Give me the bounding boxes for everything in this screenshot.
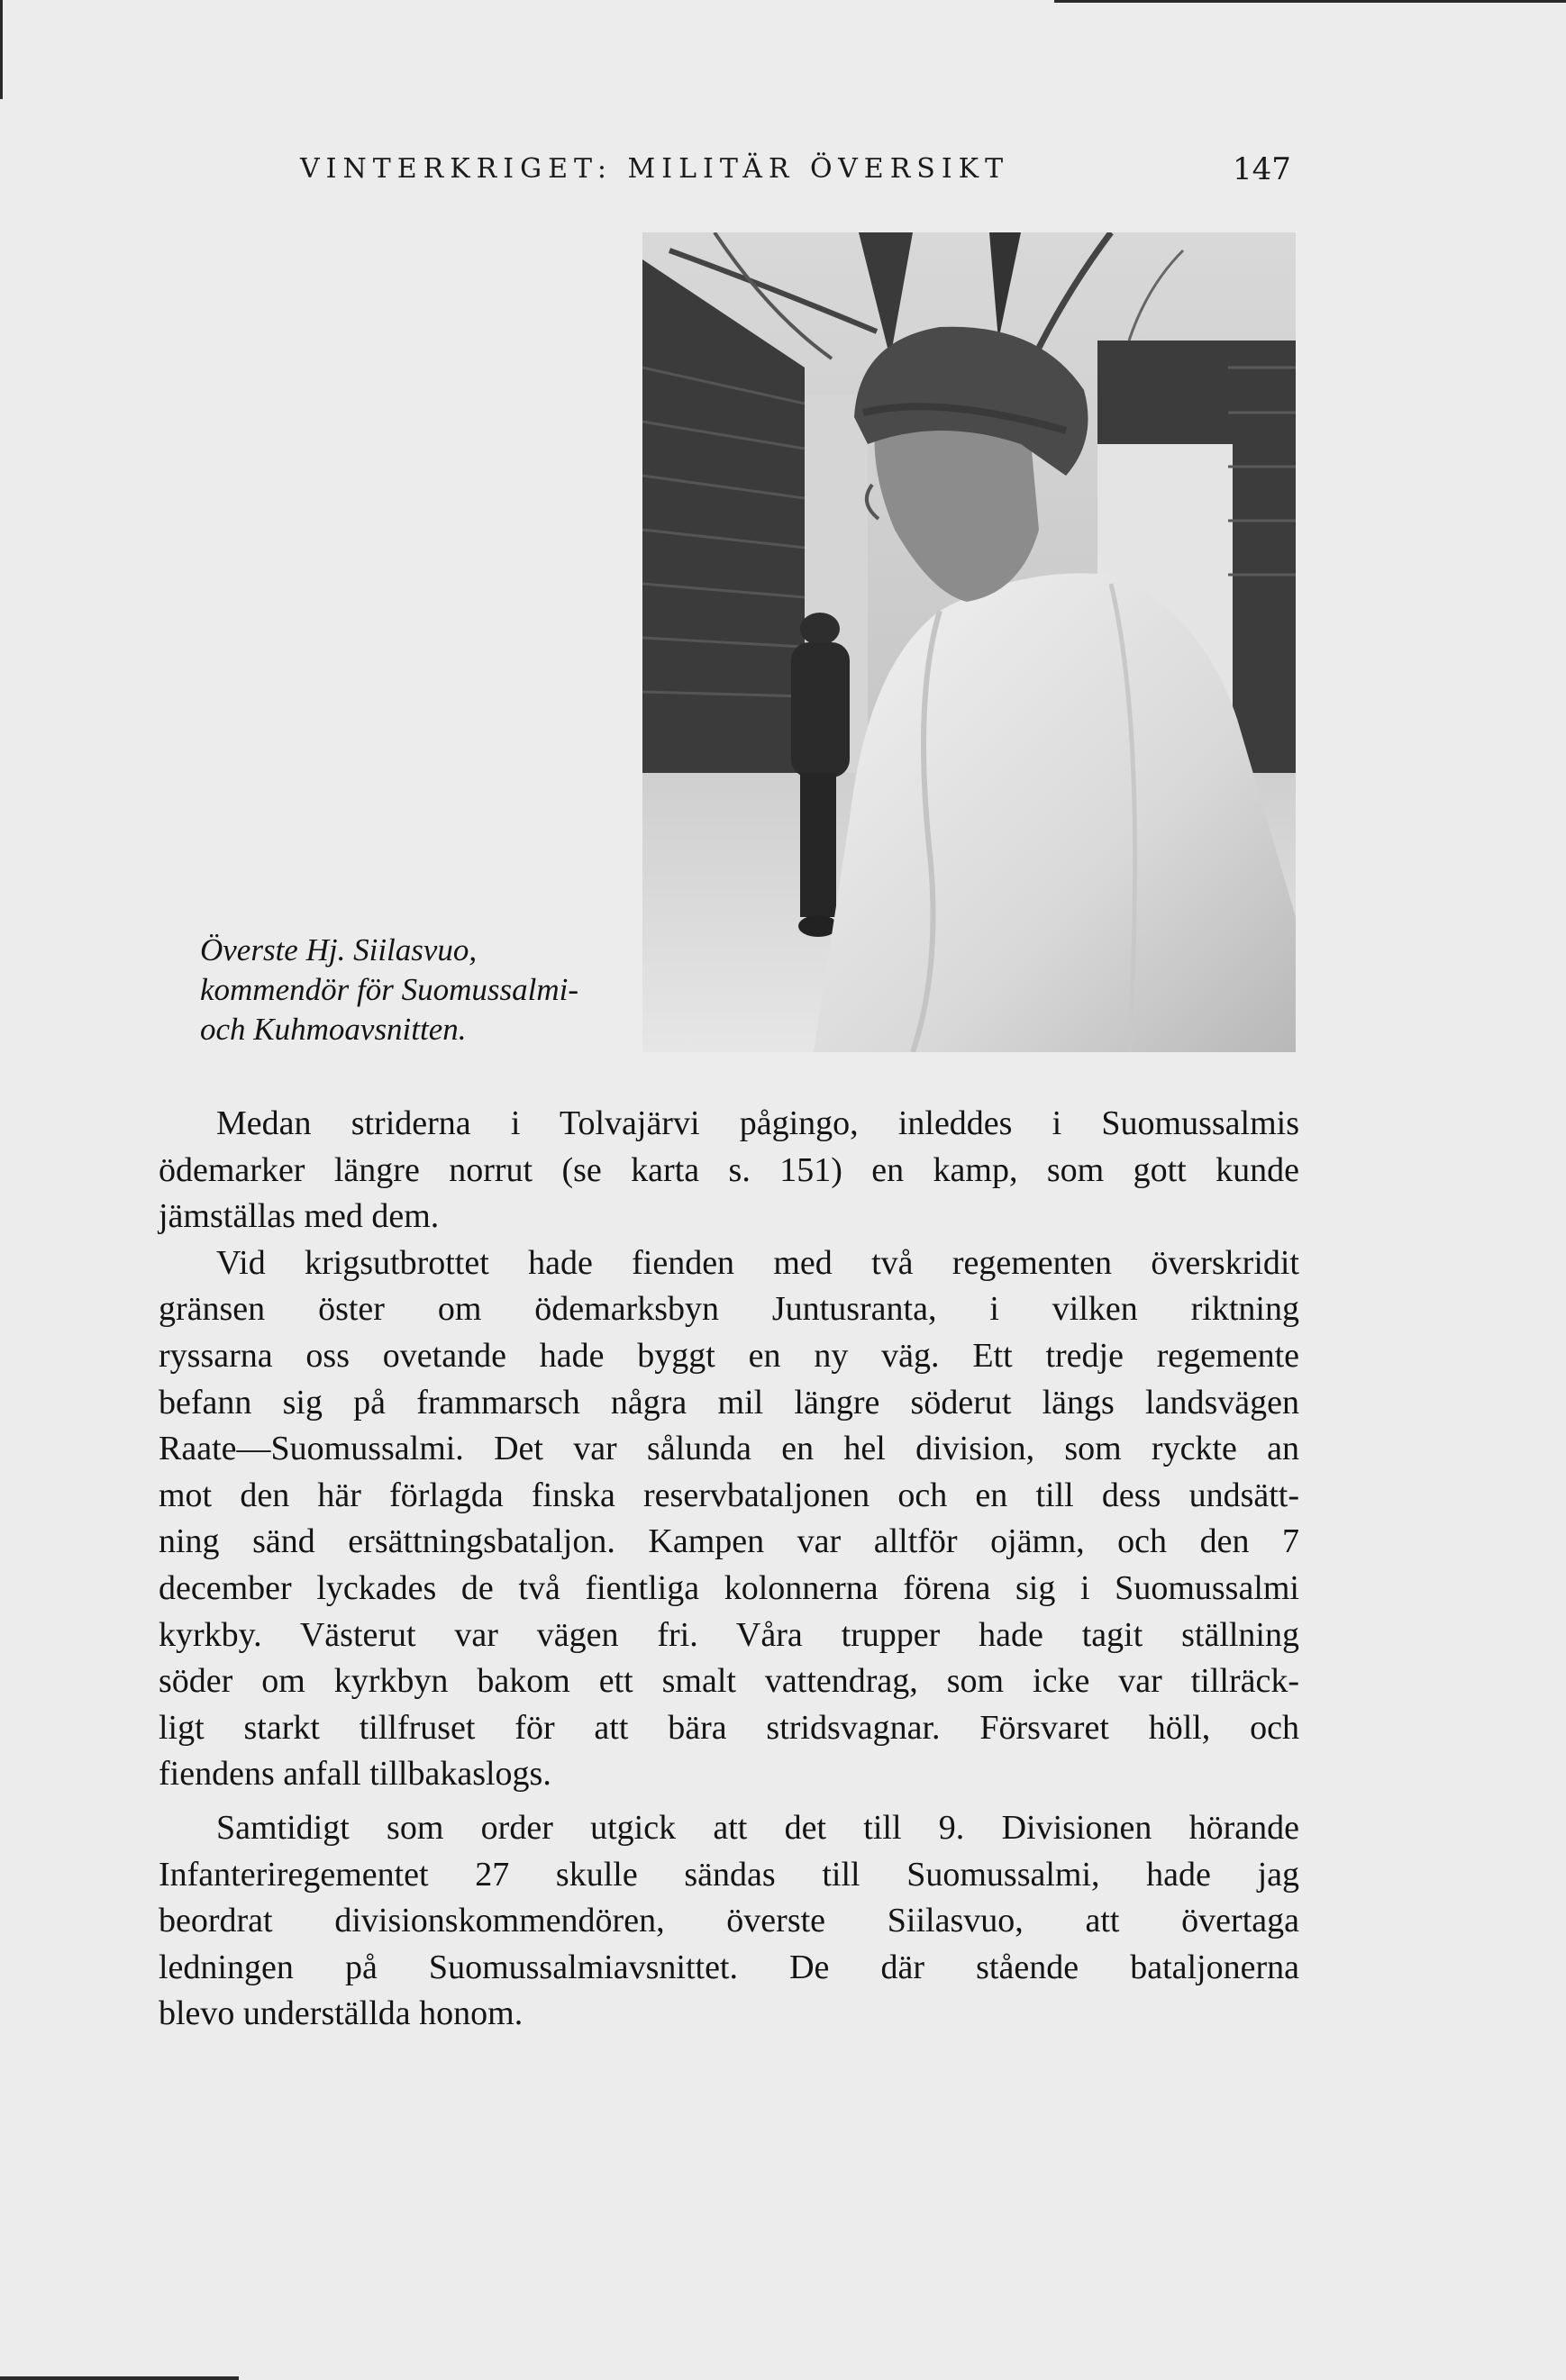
text-line: Infanteriregementet 27 skulle sändas till Suomussalmi, hade jag <box>159 1855 1299 1894</box>
text-line: mot den här förlagda finska reservbataljonen och en till dess undsätt- <box>159 1476 1299 1514</box>
text-line: Vid krigsutbrottet hade fienden med två regementen överskridit <box>216 1243 1299 1282</box>
scan-edge-left <box>0 0 3 99</box>
photo-caption <box>200 931 624 1049</box>
text-line: december lyckades de två fientliga kolonnerna förena sig i Suomussalmi <box>159 1568 1299 1607</box>
text-line: fiendens anfall tillbakaslogs. <box>159 1755 551 1794</box>
page-number: 147 <box>1233 151 1291 187</box>
body-text <box>159 1101 1299 2038</box>
text-line: ödemarker längre norrut (se karta s. 151) en kamp, som gott kunde <box>159 1150 1299 1189</box>
text-line: blevo underställda honom. <box>159 1994 524 2033</box>
portrait-photo-illustration <box>642 232 1296 1052</box>
text-line: kyrkby. Västerut var vägen fri. Våra trupper hade tagit ställning <box>159 1615 1299 1654</box>
text-line: Medan striderna i Tolvajärvi pågingo, inleddes i Suomussalmis <box>216 1104 1299 1142</box>
scan-edge-top <box>1054 0 1566 3</box>
paragraph-2 <box>159 1240 1299 1798</box>
text-line: jämställas med dem. <box>159 1197 440 1236</box>
text-line: Raate—Suomussalmi. Det var sålunda en hel division, som ryckte an <box>159 1430 1299 1468</box>
text-line: ning sänd ersättningsbataljon. Kampen var alltför ojämn, och den 7 <box>159 1522 1299 1561</box>
caption-line: kommendör för Suomussalmi- <box>200 972 578 1007</box>
running-title: VINTERKRIGET: MILITÄR ÖVERSIKT <box>300 153 1010 185</box>
text-line: ledningen på Suomussalmiavsnittet. De där stående bataljonerna <box>159 1948 1299 1986</box>
text-line: Samtidigt som order utgick att det till 9. Divisionen hörande <box>216 1808 1299 1847</box>
text-line: ligt starkt tillfruset för att bära stridsvagnar. Försvaret höll, och <box>159 1708 1299 1747</box>
paragraph-1 <box>159 1101 1299 1240</box>
scan-edge-bottom <box>0 2376 239 2380</box>
paragraph-3 <box>159 1805 1299 2038</box>
text-line: söder om kyrkbyn bakom ett smalt vattendrag, som icke var tillräck- <box>159 1662 1299 1701</box>
caption-line: och Kuhmoavsnitten. <box>200 1012 467 1047</box>
text-line: gränsen öster om ödemarksbyn Juntusranta, i vilken riktning <box>159 1290 1299 1329</box>
text-line: ryssarna oss ovetande hade byggt en ny väg. Ett tredje regemente <box>159 1336 1299 1375</box>
text-line: befann sig på frammarsch några mil längre söderut längs landsvägen <box>159 1383 1299 1422</box>
portrait-photograph <box>642 232 1296 1052</box>
caption-line: Överste Hj. Siilasvuo, <box>200 932 478 967</box>
text-line: beordrat divisionskommendören, överste Siilasvuo, att övertaga <box>159 1902 1299 1940</box>
